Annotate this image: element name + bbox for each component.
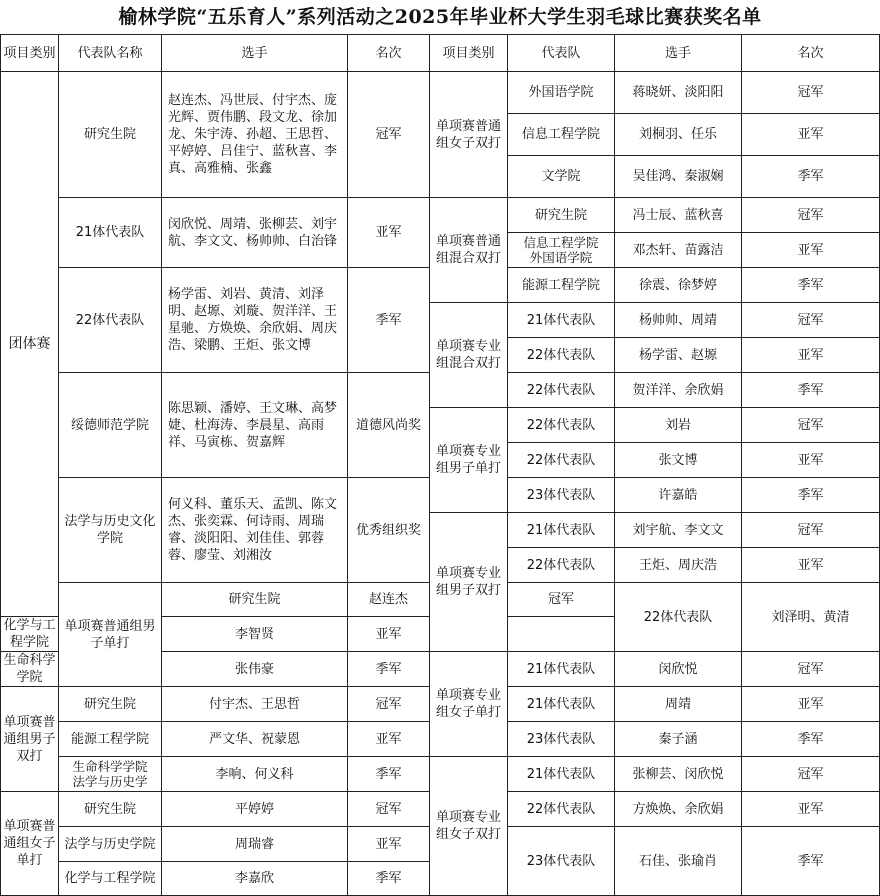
rank-cell: 季军 <box>348 757 430 792</box>
rank-cell: 冠军 <box>742 757 880 792</box>
table-row <box>1 72 880 114</box>
rank-cell: 亚军 <box>742 114 880 156</box>
category-team: 团体赛 <box>1 72 59 617</box>
rank-cell: 冠军 <box>348 72 430 198</box>
team-cell: 外国语学院 <box>508 72 615 114</box>
players-cell: 平婷婷 <box>162 792 348 827</box>
rank-cell: 亚军 <box>742 548 880 583</box>
category-wd-normal: 单项赛普通组女子双打 <box>430 72 508 198</box>
players-cell: 张伟豪 <box>162 652 348 687</box>
rank-cell: 亚军 <box>742 792 880 827</box>
players-cell: 方焕焕、余欣娟 <box>615 792 742 827</box>
rank-cell: 季军 <box>742 156 880 198</box>
team-cell: 21体代表队 <box>508 303 615 338</box>
players-cell: 石佳、张瑜肖 <box>615 827 742 896</box>
rank-cell: 季军 <box>348 652 430 687</box>
table-row <box>1 757 880 792</box>
header-rank: 名次 <box>348 35 430 72</box>
rank-cell: 道德风尚奖 <box>348 373 430 478</box>
rank-cell: 优秀组织奖 <box>348 478 430 583</box>
team-cell: 22体代表队 <box>508 792 615 827</box>
header-category: 项目类别 <box>1 35 59 72</box>
rank-cell: 冠军 <box>348 792 430 827</box>
team-cell: 绥德师范学院 <box>59 373 162 478</box>
rank-cell: 亚军 <box>348 617 430 652</box>
category-xd-pro: 单项赛专业组混合双打 <box>430 303 508 408</box>
team-cell: 生命科学学院 <box>1 652 59 687</box>
players-cell: 张文博 <box>615 443 742 478</box>
rank-cell: 亚军 <box>742 338 880 373</box>
players-cell: 贺洋洋、余欣娟 <box>615 373 742 408</box>
players-cell: 刘桐羽、任乐 <box>615 114 742 156</box>
category-ms-pro: 单项赛专业组男子单打 <box>430 408 508 513</box>
team-cell: 22体代表队 <box>508 548 615 583</box>
header-team-right: 代表队 <box>508 35 615 72</box>
rank-cell: 季军 <box>742 268 880 303</box>
rank-cell: 冠军 <box>742 72 880 114</box>
team-cell: 文学院 <box>508 156 615 198</box>
awards-table <box>0 34 880 896</box>
rank-cell: 季军 <box>742 827 880 896</box>
team-cell: 化学与工程学院 <box>1 617 59 652</box>
rank-cell: 冠军 <box>508 583 615 617</box>
players-cell: 周瑞睿 <box>162 827 348 862</box>
team-cell: 化学与工程学院 <box>59 862 162 896</box>
table-row <box>1 198 880 233</box>
rank-cell: 亚军 <box>348 827 430 862</box>
players-cell: 赵连杰 <box>348 583 430 617</box>
header-players: 选手 <box>162 35 348 72</box>
category-ws-pro: 单项赛专业组女子单打 <box>430 652 508 757</box>
players-cell: 秦子涵 <box>615 722 742 757</box>
players-cell: 徐震、徐梦婷 <box>615 268 742 303</box>
team-cell: 生命科学学院 法学与历史学 <box>59 757 162 792</box>
players-cell: 陈思颖、潘婷、王文琳、高梦婕、杜海涛、李晨星、高雨祥、马寅栋、贺嘉辉 <box>162 373 348 478</box>
header-players-right: 选手 <box>615 35 742 72</box>
team-cell: 研究生院 <box>59 792 162 827</box>
team-cell: 23体代表队 <box>508 827 615 896</box>
team-cell: 21体代表队 <box>59 198 162 268</box>
rank-cell: 冠军 <box>348 687 430 722</box>
players-cell: 付宇杰、王思哲 <box>162 687 348 722</box>
team-cell: 21体代表队 <box>508 652 615 687</box>
players-cell: 许嘉皓 <box>615 478 742 513</box>
category-wd-pro: 单项赛专业组女子双打 <box>430 757 508 896</box>
players-cell: 闵欣悦、周靖、张柳芸、刘宇航、李文文、杨帅帅、白治锋 <box>162 198 348 268</box>
team-cell: 信息工程学院 外国语学院 <box>508 233 615 268</box>
players-cell: 周靖 <box>615 687 742 722</box>
category-ws-normal: 单项赛普通组女子单打 <box>1 792 59 896</box>
players-cell: 何义科、董乐天、孟凯、陈文杰、张奕霖、何诗雨、周瑞睿、淡阳阳、刘佳佳、郭蓉蓉、廖莹、刘湘汝 <box>162 478 348 583</box>
rank-cell: 亚军 <box>742 233 880 268</box>
rank-cell: 冠军 <box>742 303 880 338</box>
players-cell: 杨学雷、赵塬 <box>615 338 742 373</box>
rank-cell: 冠军 <box>742 408 880 443</box>
header-team: 代表队名称 <box>59 35 162 72</box>
rank-cell: 季军 <box>348 862 430 896</box>
header-row <box>1 35 880 72</box>
team-cell: 22体代表队 <box>615 583 742 652</box>
players-cell: 蒋晓妍、淡阳阳 <box>615 72 742 114</box>
team-cell: 23体代表队 <box>508 722 615 757</box>
players-cell: 杨帅帅、周靖 <box>615 303 742 338</box>
category-md-pro: 单项赛专业组男子双打 <box>430 513 508 652</box>
team-cell: 法学与历史学院 <box>59 827 162 862</box>
players-cell: 李嘉欣 <box>162 862 348 896</box>
category-ms-normal: 单项赛普通组男子单打 <box>59 583 162 687</box>
players-cell: 李响、何义科 <box>162 757 348 792</box>
category-xd-normal: 单项赛普通组混合双打 <box>430 198 508 303</box>
players-cell: 张柳芸、闵欣悦 <box>615 757 742 792</box>
players-cell: 冯士辰、蓝秋喜 <box>615 198 742 233</box>
players-cell: 赵连杰、冯世辰、付宇杰、庞光辉、贾伟鹏、段文龙、徐加龙、朱宇涛、孙超、王思哲、平婷婷、吕佳宁、蓝秋喜、李真、高雅楠、张鑫 <box>162 72 348 198</box>
category-md-normal: 单项赛普通组男子双打 <box>1 687 59 792</box>
team-cell: 研究生院 <box>508 198 615 233</box>
rank-cell: 季军 <box>742 373 880 408</box>
team-cell: 能源工程学院 <box>59 722 162 757</box>
players-cell: 刘宇航、李文文 <box>615 513 742 548</box>
rank-cell: 亚军 <box>742 443 880 478</box>
players-cell: 李智贤 <box>162 617 348 652</box>
team-cell: 研究生院 <box>59 72 162 198</box>
players-cell: 邓杰轩、苗露洁 <box>615 233 742 268</box>
team-cell: 研究生院 <box>162 583 348 617</box>
team-cell: 23体代表队 <box>508 478 615 513</box>
players-cell: 吴佳鸿、秦淑娴 <box>615 156 742 198</box>
team-cell: 22体代表队 <box>508 373 615 408</box>
rank-cell: 冠军 <box>742 198 880 233</box>
rank-cell: 季军 <box>742 478 880 513</box>
players-cell: 严文华、祝蒙恩 <box>162 722 348 757</box>
team-cell: 21体代表队 <box>508 687 615 722</box>
header-category-right: 项目类别 <box>430 35 508 72</box>
rank-cell: 季军 <box>348 268 430 373</box>
team-cell: 21体代表队 <box>508 513 615 548</box>
rank-cell: 季军 <box>742 722 880 757</box>
rank-cell: 亚军 <box>348 722 430 757</box>
team-cell: 22体代表队 <box>59 268 162 373</box>
rank-cell: 亚军 <box>742 687 880 722</box>
team-cell: 22体代表队 <box>508 443 615 478</box>
rank-cell: 冠军 <box>742 652 880 687</box>
page-title: 榆林学院“五乐育人”系列活动之2025年毕业杯大学生羽毛球比赛获奖名单 <box>118 6 762 28</box>
players-cell: 王炬、周庆浩 <box>615 548 742 583</box>
rank-cell: 冠军 <box>742 513 880 548</box>
team-cell: 22体代表队 <box>508 338 615 373</box>
team-cell: 法学与历史文化学院 <box>59 478 162 583</box>
team-cell: 22体代表队 <box>508 408 615 443</box>
header-rank-right: 名次 <box>742 35 880 72</box>
team-cell: 能源工程学院 <box>508 268 615 303</box>
team-cell: 研究生院 <box>59 687 162 722</box>
rank-cell: 亚军 <box>348 198 430 268</box>
players-cell: 闵欣悦 <box>615 652 742 687</box>
players-cell: 杨学雷、刘岩、黄清、刘泽明、赵塬、刘璇、贺洋洋、王星驰、方焕焕、余欣娟、周庆浩、梁鹏、王炬、张文博 <box>162 268 348 373</box>
team-cell: 信息工程学院 <box>508 114 615 156</box>
players-cell: 刘岩 <box>615 408 742 443</box>
players-cell: 刘泽明、黄清 <box>742 583 880 652</box>
team-cell: 21体代表队 <box>508 757 615 792</box>
